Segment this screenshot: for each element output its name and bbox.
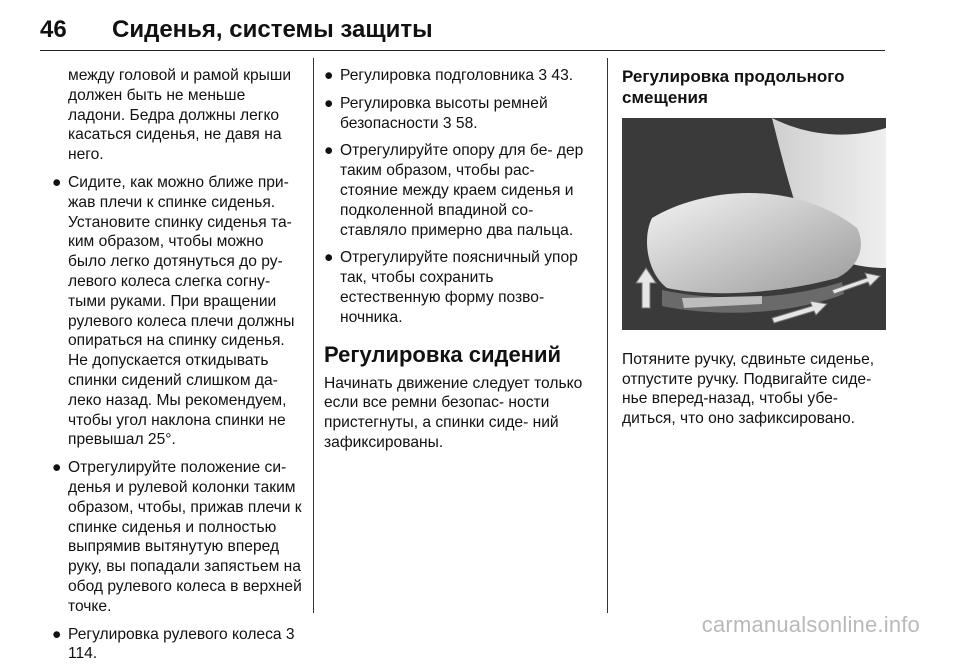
list-item bbox=[324, 66, 594, 86]
list-item bbox=[324, 94, 594, 134]
list-item bbox=[52, 173, 304, 450]
list-item-text: Регулировка высоты ремней безопасности 3 58. bbox=[340, 94, 548, 132]
bullet-icon: ● bbox=[52, 459, 62, 477]
continued-paragraph: между головой и рамой крыши должен быть не меньше ладони. Бедра должны легко касаться сиденья, не давя на него. bbox=[68, 67, 292, 164]
seat-adjustment-illustration bbox=[622, 118, 886, 330]
list-item-text: Отрегулируйте поясничный упор так, чтобы сохранить естественную форму позво- ночника. bbox=[340, 249, 578, 326]
page-title: Сиденья, системы защиты bbox=[112, 16, 433, 43]
list-item bbox=[324, 248, 594, 327]
list-item bbox=[52, 625, 304, 665]
list-item-text: Регулировка рулевого колеса 3 114. bbox=[68, 625, 295, 663]
page-header bbox=[40, 14, 885, 51]
list-item-text: Отрегулируйте положение си- денья и рулевой колонки таким образом, чтобы, прижав плечи к спинке сиденья и полностью выпрямив вытянутую вперед руку, вы попадали запястьем на обод рулевого колеса в верхней точке. bbox=[68, 459, 302, 615]
bullet-icon: ● bbox=[324, 67, 334, 84]
subsection-heading: Регулировка продольного смещения bbox=[622, 67, 845, 107]
list-item bbox=[52, 458, 304, 616]
list-item bbox=[324, 141, 594, 240]
column-middle bbox=[324, 66, 594, 461]
list-item-text: Сидите, как можно ближе при- жав плечи к спинке сиденья. Установите спинку сиденья та- ким образом, чтобы можно было легко дотянуться до ру- левого колеса слегка согну- тыми руками. При вращении рулевого колеса плечи должны опираться на спинку сиденья. Не допускается откидывать спинки сидений слишком да- леко назад. Мы рекомендуем, чтобы угол наклона спинки не превышал 25°. bbox=[68, 173, 295, 449]
section-paragraph: Начинать движение следует только если все ремни безопас- ности пристегнуты, а спинки сиде- ний зафиксированы. bbox=[324, 374, 583, 451]
column-right bbox=[622, 66, 890, 437]
bullet-icon: ● bbox=[324, 249, 334, 267]
bullet-icon: ● bbox=[324, 142, 334, 160]
figure-caption: Потяните ручку, сдвиньте сиденье, отпустите ручку. Подвигайте сиде- нье вперед-назад, чтобы убе- диться, что оно зафиксировано. bbox=[622, 350, 875, 428]
watermark: carmanualsonline.info bbox=[701, 612, 920, 637]
section-heading: Регулировка сидений bbox=[324, 341, 562, 367]
column-left bbox=[52, 66, 304, 672]
bullet-icon: ● bbox=[324, 94, 334, 112]
list-item-text: Регулировка подголовника 3 43. bbox=[340, 67, 574, 84]
bullet-icon: ● bbox=[52, 625, 62, 643]
column-divider bbox=[313, 58, 314, 613]
page-number: 46 bbox=[40, 16, 67, 43]
column-divider bbox=[607, 58, 608, 613]
list-item-text: Отрегулируйте опору для бе- дер таким образом, чтобы рас- стояние между краем сиденья и подколенной впадиной со- ставляло примерно два пальца. bbox=[340, 142, 584, 239]
bullet-icon: ● bbox=[52, 173, 62, 191]
